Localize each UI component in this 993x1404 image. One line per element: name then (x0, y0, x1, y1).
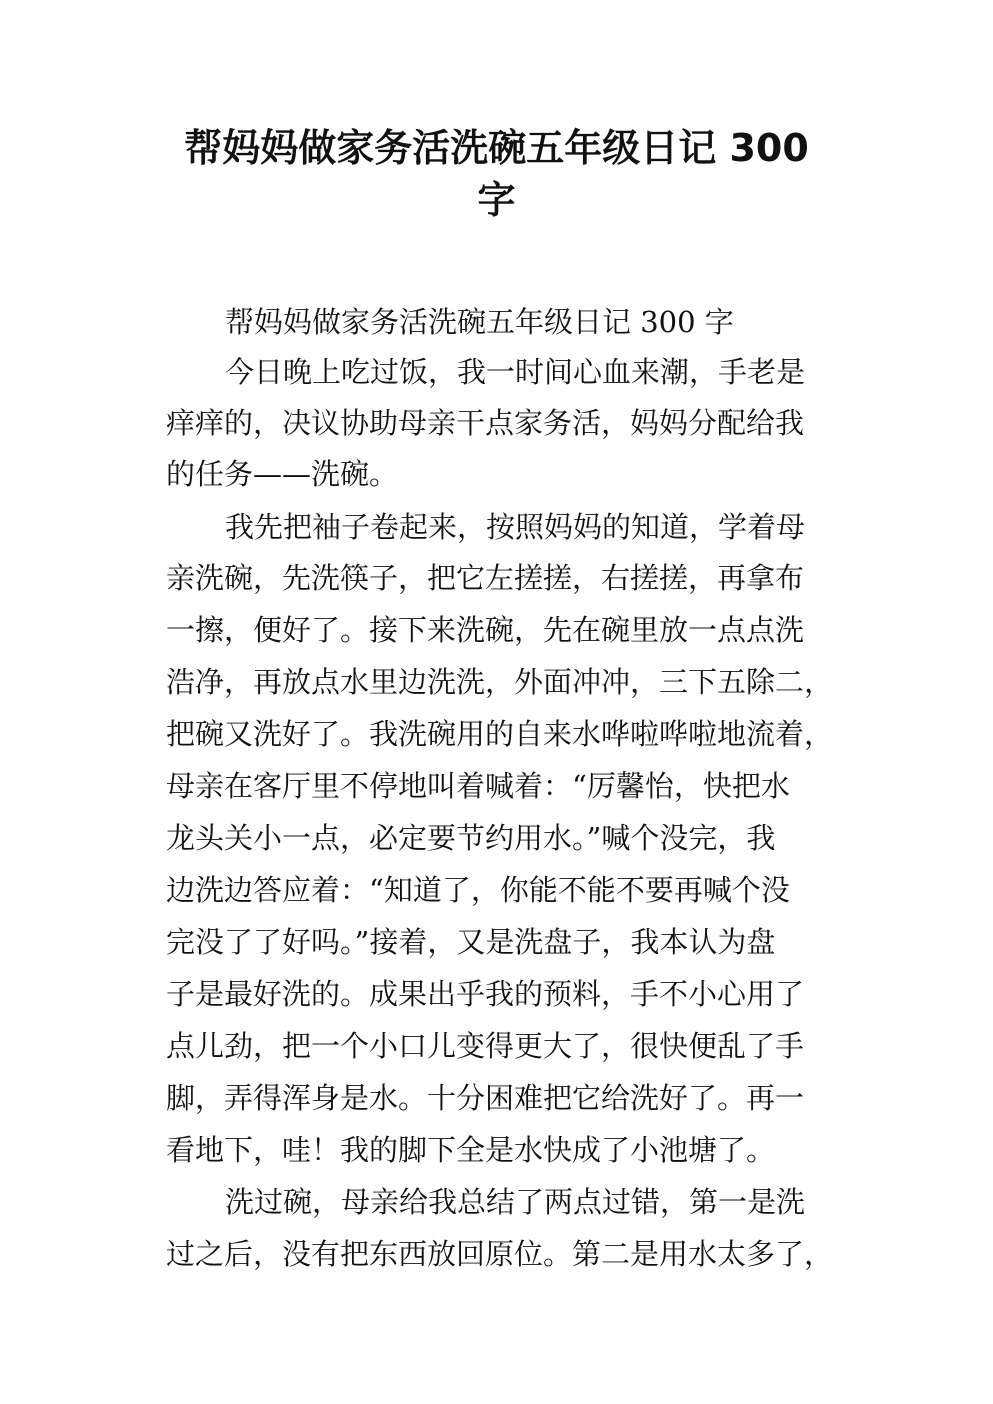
body-line: 点儿劲，把一个小口儿变得更大了，很快便乱了手 (166, 1029, 805, 1063)
body-line: 母亲在客厅里不停地叫着喊着：“厉馨怡，快把水 (166, 769, 790, 803)
body-line: 脚，弄得浑身是水。十分困难把它给洗好了。再一 (166, 1081, 805, 1115)
body-heading-line: 帮妈妈做家务活洗碗五年级日记 300 字 (225, 305, 734, 339)
body-line: 边洗边答应着：“知道了，你能不能不要再喊个没 (166, 873, 790, 907)
body-line: 的任务——洗碗。 (166, 457, 399, 491)
body-line: 痒痒的，决议协助母亲干点家务活，妈妈分配给我 (166, 406, 805, 440)
body-line: 看地下，哇！我的脚下全是水快成了小池塘了。 (166, 1133, 776, 1167)
document-title-line-2: 字 (477, 178, 516, 222)
document-title-line-1: 帮妈妈做家务活洗碗五年级日记 300 (184, 126, 809, 170)
body-line: 浩净，再放点水里边洗洗，外面冲冲，三下五除二， (166, 665, 834, 699)
body-line: 洗过碗，母亲给我总结了两点过错，第一是洗 (225, 1185, 806, 1219)
body-line: 一擦，便好了。接下来洗碗，先在碗里放一点点洗 (166, 613, 805, 647)
body-line: 龙头关小一点，必定要节约用水。”喊个没完，我 (166, 821, 776, 855)
body-line: 今日晚上吃过饭，我一时间心血来潮，手老是 (225, 355, 806, 389)
body-line: 子是最好洗的。成果出乎我的预料，手不小心用了 (166, 977, 805, 1011)
body-line: 完没了了好吗。”接着，又是洗盘子，我本认为盘 (166, 925, 776, 959)
body-line: 我先把袖子卷起来，按照妈妈的知道，学着母 (225, 510, 806, 544)
body-line: 过之后，没有把东西放回原位。第二是用水太多了， (166, 1237, 834, 1271)
body-line: 亲洗碗，先洗筷子，把它左搓搓，右搓搓，再拿布 (166, 561, 805, 595)
body-line: 把碗又洗好了。我洗碗用的自来水哗啦哗啦地流着， (166, 717, 834, 751)
